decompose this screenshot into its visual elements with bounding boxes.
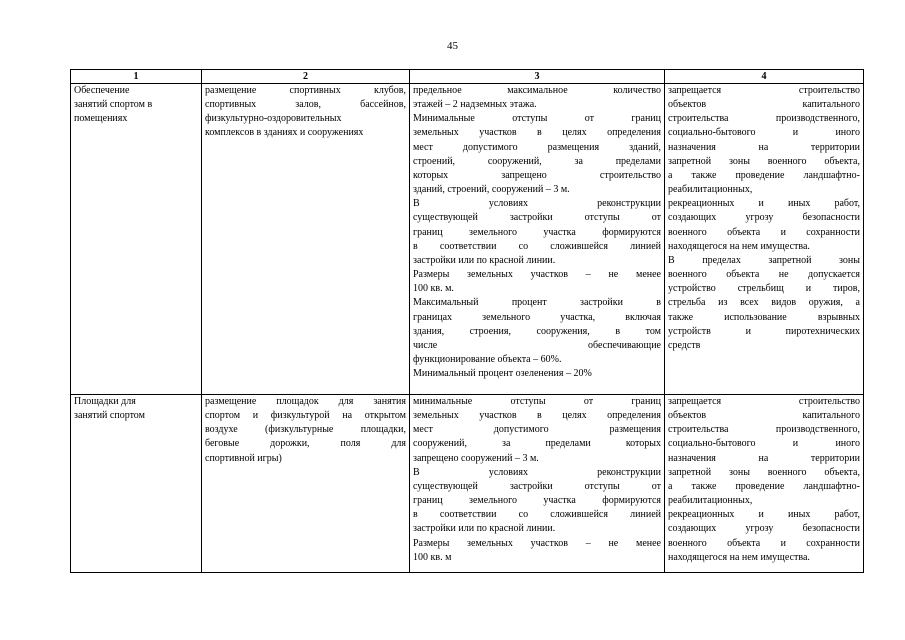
permitted-use-description-cell [202, 84, 410, 395]
cell-text-line: запретной зоны военного объекта, [668, 155, 860, 167]
cell-text-line: 100 кв. м. [413, 283, 454, 295]
cell-text-line: помещениях [74, 113, 128, 125]
cell-text-line: которых запрещено строительство [413, 169, 661, 181]
cell-text-line: Размеры земельных участков – не менее [413, 269, 661, 281]
cell-text-line: земельных участков в целях определения [413, 410, 661, 422]
permitted-use-description-cell [202, 395, 410, 573]
cell-text-line: мест допустимого размещения зданий, [413, 141, 661, 153]
cell-text-line: запретной зоны военного объекта, [668, 466, 860, 478]
cell-text-line: зданий, строений, сооружений – 3 м. [413, 184, 570, 196]
cell-text-line: границ земельного участка формируются [413, 226, 661, 238]
cell-text-line: В условиях реконструкции [413, 198, 661, 210]
cell-text-line: числе обеспечивающие [413, 339, 661, 351]
cell-text-line: размещение площадок для занятия [205, 396, 406, 407]
cell-text-line: функционирование объекта – 60%. [413, 353, 562, 365]
cell-text-line: рекреационных и иных работ, [668, 509, 860, 521]
cell-text-line: минимальные отступы от границ [413, 396, 661, 407]
cell-text-line: средств [668, 339, 701, 351]
cell-text-line: физкультурно-оздоровительных [205, 113, 342, 125]
column-header-2: 2 [202, 70, 410, 84]
cell-text-line: Площадки для [74, 396, 136, 407]
cell-text-line: предельное максимальное количество [413, 85, 661, 96]
cell-text-line: находящегося на нем имущества. [668, 551, 810, 563]
cell-text-line: В пределах запретной зоны [668, 254, 860, 266]
cell-text-line: создающих угрозу безопасности [668, 212, 860, 224]
cell-text-line: находящегося на нем имущества. [668, 240, 810, 252]
cell-text-line: устройств и пиротехнических [668, 325, 860, 337]
cell-text-line: спортом и физкультурой на открытом [205, 410, 406, 422]
cell-text-line: границах земельного участка, включая [413, 311, 661, 323]
cell-text-line: спортивной игры) [205, 452, 282, 464]
cell-text-line: назначения на территории [668, 141, 860, 153]
land-use-name-cell [71, 84, 202, 395]
table-row [71, 84, 864, 395]
cell-text-line: воздухе (физкультурные площадки, [205, 424, 406, 436]
cell-text-line: сооружений, за пределами которых [413, 438, 661, 450]
page-number: 45 [447, 40, 458, 52]
land-use-name-cell [71, 395, 202, 573]
cell-text-line: объектов капитального [668, 410, 860, 422]
cell-text-line: а также проведение ландшафтно- [668, 480, 860, 492]
column-header-3: 3 [410, 70, 665, 84]
cell-text-line: земельных участков в целях определения [413, 127, 661, 139]
cell-text-line: застройки или по красной линии. [413, 254, 556, 266]
cell-text-line: В условиях реконструкции [413, 466, 661, 478]
cell-text-line: существующей застройки отступы от [413, 480, 661, 492]
cell-text-line: Минимальные отступы от границ [413, 113, 661, 125]
cell-text-line: социально-бытового и иного [668, 127, 860, 139]
column-header-4: 4 [665, 70, 864, 84]
cell-text-line: запрещается строительство [668, 396, 860, 407]
parameters-cell [410, 395, 665, 573]
cell-text-line: этажей – 2 надземных этажа. [413, 99, 537, 111]
cell-text-line: в соответствии со сложившейся линией [413, 240, 661, 252]
cell-text-line: строительства производственного, [668, 113, 860, 125]
cell-text-line: назначения на территории [668, 452, 860, 464]
zoning-table [70, 69, 864, 573]
cell-text-line: Обеспечение [74, 85, 130, 96]
cell-text-line: строений, сооружений, за пределами [413, 155, 661, 167]
cell-text-line: занятий спортом [74, 410, 145, 422]
cell-text-line: размещение спортивных клубов, [205, 85, 406, 96]
cell-text-line: границ земельного участка формируются [413, 495, 661, 507]
cell-text-line: также использование взрывных [668, 311, 860, 323]
cell-text-line: социально-бытового и иного [668, 438, 860, 450]
cell-text-line: Минимальный процент озеленения – 20% [413, 368, 592, 380]
cell-text-line: реабилитационных, [668, 495, 753, 507]
cell-text-line: Размеры земельных участков – не менее [413, 537, 661, 549]
cell-text-line: запрещено сооружений – 3 м. [413, 452, 539, 464]
cell-text-line: беговые дорожки, поля для [205, 438, 406, 450]
cell-text-line: Максимальный процент застройки в [413, 297, 661, 309]
cell-text-line: комплексов в зданиях и сооружениях [205, 127, 364, 139]
cell-text-line: спортивных залов, бассейнов, [205, 99, 406, 111]
cell-text-line: в соответствии со сложившейся линией [413, 509, 661, 521]
cell-text-line: военного объекта и сохранности [668, 226, 860, 238]
cell-text-line: создающих угрозу безопасности [668, 523, 860, 535]
cell-text-line: устройство стрельбищ и тиров, [668, 283, 860, 295]
restrictions-cell [665, 84, 864, 395]
cell-text-line: занятий спортом в [74, 99, 153, 111]
cell-text-line: реабилитационных, [668, 184, 753, 196]
cell-text-line: запрещается строительство [668, 85, 860, 96]
cell-text-line: существующей застройки отступы от [413, 212, 661, 224]
restrictions-cell [665, 395, 864, 573]
cell-text-line: военного объекта и сохранности [668, 537, 860, 549]
cell-text-line: 100 кв. м [413, 551, 452, 563]
cell-text-line: объектов капитального [668, 99, 860, 111]
cell-text-line: военного объекта не допускается [668, 269, 860, 281]
table-header-row [71, 70, 864, 84]
cell-text-line: здания, строения, сооружения, в том [413, 325, 661, 337]
table-row [71, 395, 864, 573]
cell-text-line: а также проведение ландшафтно- [668, 169, 860, 181]
cell-text-line: рекреационных и иных работ, [668, 198, 860, 210]
parameters-cell [410, 84, 665, 395]
cell-text-line: стрельба из всех видов оружия, а [668, 297, 860, 309]
cell-text-line: застройки или по красной линии. [413, 523, 556, 535]
column-header-1: 1 [71, 70, 202, 84]
cell-text-line: строительства производственного, [668, 424, 860, 436]
cell-text-line: мест допустимого размещения [413, 424, 661, 436]
